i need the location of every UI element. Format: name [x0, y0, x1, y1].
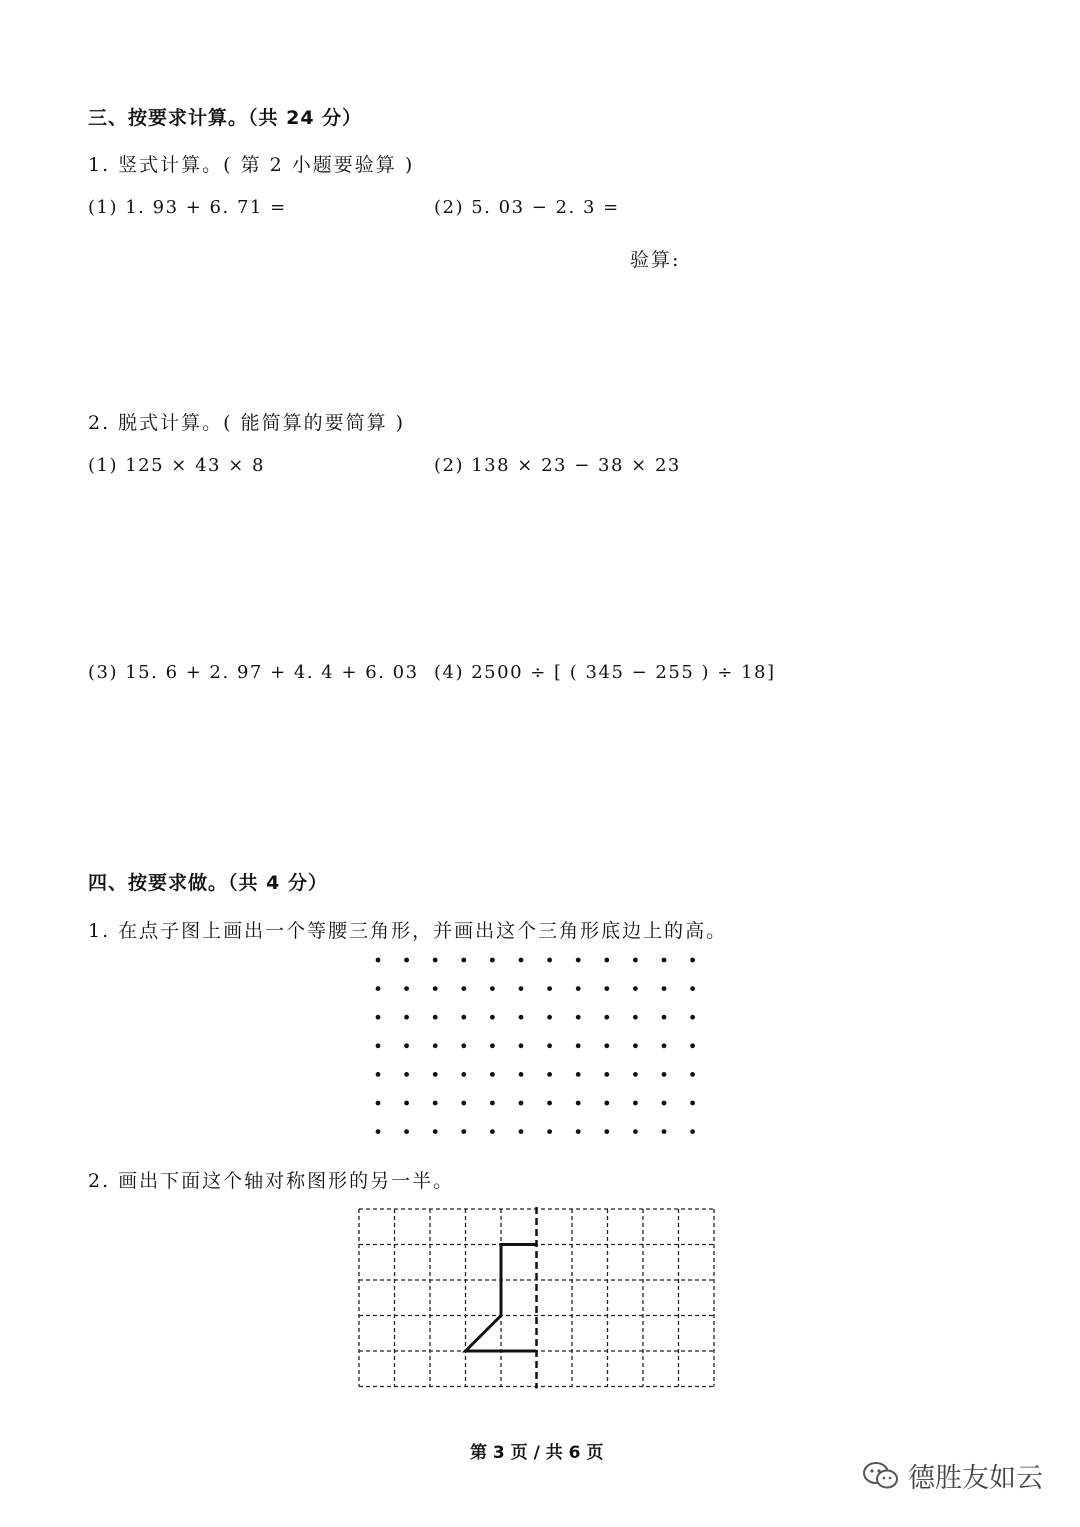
grid-dot[interactable] — [662, 958, 667, 963]
grid-dot[interactable] — [547, 1015, 552, 1020]
grid-dot[interactable] — [461, 986, 466, 991]
grid-dot[interactable] — [576, 1072, 581, 1077]
grid-dot[interactable] — [576, 986, 581, 991]
wechat-icon — [862, 1460, 900, 1492]
isosceles-question-title: 1. 在点子图上画出一个等腰三角形，并画出这个三角形底边上的高。 — [88, 920, 728, 942]
grid-dot[interactable] — [690, 1101, 695, 1106]
grid-dot[interactable] — [604, 986, 609, 991]
stepwise-calc-problem-2: (2) 138 × 23 − 38 × 23 — [434, 455, 681, 476]
grid-dot[interactable] — [433, 986, 438, 991]
question-1-title: 1. 竖式计算。( 第 2 小题要验算 ) — [88, 154, 415, 176]
grid-dot[interactable] — [690, 986, 695, 991]
grid-dot[interactable] — [519, 986, 524, 991]
grid-dot[interactable] — [576, 1043, 581, 1048]
section-4-title: 四、按要求做。（共 4 分） — [88, 872, 328, 894]
grid-dot[interactable] — [404, 986, 409, 991]
grid-dot[interactable] — [490, 958, 495, 963]
grid-dot[interactable] — [404, 1043, 409, 1048]
grid-dot[interactable] — [376, 986, 381, 991]
grid-dot[interactable] — [404, 1072, 409, 1077]
stepwise-calc-problem-4: (4) 2500 ÷ [ ( 345 − 255 ) ÷ 18] — [434, 662, 776, 683]
grid-dot[interactable] — [547, 986, 552, 991]
grid-dot[interactable] — [690, 1129, 695, 1134]
grid-dot[interactable] — [547, 1043, 552, 1048]
grid-dot[interactable] — [519, 958, 524, 963]
grid-dot[interactable] — [633, 986, 638, 991]
vertical-calc-problem-2: (2) 5. 03 − 2. 3 = — [434, 197, 620, 218]
grid-dot[interactable] — [490, 1072, 495, 1077]
grid-dot[interactable] — [690, 1015, 695, 1020]
grid-dot[interactable] — [633, 1101, 638, 1106]
grid-dot[interactable] — [404, 1129, 409, 1134]
grid-dot[interactable] — [690, 1072, 695, 1077]
grid-dot[interactable] — [633, 958, 638, 963]
grid-dot[interactable] — [433, 1015, 438, 1020]
grid-dot[interactable] — [662, 1101, 667, 1106]
grid-dot[interactable] — [604, 958, 609, 963]
grid-dot[interactable] — [490, 1015, 495, 1020]
grid-dot[interactable] — [461, 1129, 466, 1134]
grid-dot[interactable] — [547, 958, 552, 963]
grid-dot[interactable] — [433, 1043, 438, 1048]
dot-grid[interactable] — [370, 952, 710, 1142]
grid-dot[interactable] — [376, 1101, 381, 1106]
grid-dot[interactable] — [547, 1101, 552, 1106]
grid-dot[interactable] — [662, 1129, 667, 1134]
grid-dot[interactable] — [519, 1129, 524, 1134]
grid-dot[interactable] — [376, 1129, 381, 1134]
grid-dot[interactable] — [490, 1043, 495, 1048]
symmetry-question-title: 2. 画出下面这个轴对称图形的另一半。 — [88, 1170, 455, 1192]
grid-dot[interactable] — [576, 1015, 581, 1020]
grid-dot[interactable] — [547, 1129, 552, 1134]
grid-dot[interactable] — [376, 958, 381, 963]
grid-dot[interactable] — [547, 1072, 552, 1077]
check-label: 验算: — [630, 249, 681, 271]
grid-dot[interactable] — [433, 1072, 438, 1077]
section-3-title: 三、按要求计算。（共 24 分） — [88, 107, 363, 129]
grid-dot[interactable] — [604, 1129, 609, 1134]
grid-dot[interactable] — [604, 1043, 609, 1048]
grid-dot[interactable] — [633, 1015, 638, 1020]
grid-dot[interactable] — [633, 1043, 638, 1048]
grid-dot[interactable] — [662, 986, 667, 991]
grid-dot[interactable] — [404, 1101, 409, 1106]
symmetry-grid[interactable] — [355, 1205, 719, 1391]
grid-dot[interactable] — [433, 1129, 438, 1134]
grid-dot[interactable] — [519, 1043, 524, 1048]
watermark-text: 德胜友如云 — [908, 1463, 1043, 1494]
question-2-title: 2. 脱式计算。( 能简算的要简算 ) — [88, 412, 406, 434]
grid-dot[interactable] — [376, 1072, 381, 1077]
grid-dot[interactable] — [433, 1101, 438, 1106]
grid-dot[interactable] — [690, 1043, 695, 1048]
grid-dot[interactable] — [604, 1015, 609, 1020]
grid-dot[interactable] — [576, 958, 581, 963]
grid-dot[interactable] — [662, 1043, 667, 1048]
grid-dot[interactable] — [490, 1101, 495, 1106]
grid-dot[interactable] — [404, 958, 409, 963]
grid-dot[interactable] — [461, 958, 466, 963]
grid-dot[interactable] — [604, 1072, 609, 1077]
grid-dot[interactable] — [633, 1072, 638, 1077]
grid-dot[interactable] — [490, 1129, 495, 1134]
grid-dot[interactable] — [662, 1072, 667, 1077]
grid-dot[interactable] — [461, 1101, 466, 1106]
grid-dot[interactable] — [376, 1015, 381, 1020]
grid-dot[interactable] — [576, 1129, 581, 1134]
grid-dot[interactable] — [662, 1015, 667, 1020]
grid-dot[interactable] — [461, 1015, 466, 1020]
grid-dot[interactable] — [433, 958, 438, 963]
grid-dot[interactable] — [461, 1072, 466, 1077]
stepwise-calc-problem-1: (1) 125 × 43 × 8 — [88, 455, 265, 476]
page-number: 第 3 页 / 共 6 页 — [470, 1443, 604, 1463]
grid-dot[interactable] — [690, 958, 695, 963]
grid-dot[interactable] — [404, 1015, 409, 1020]
grid-dot[interactable] — [519, 1015, 524, 1020]
grid-dot[interactable] — [519, 1101, 524, 1106]
stepwise-calc-problem-3: (3) 15. 6 + 2. 97 + 4. 4 + 6. 03 — [88, 662, 419, 683]
grid-dot[interactable] — [604, 1101, 609, 1106]
grid-dot[interactable] — [633, 1129, 638, 1134]
vertical-calc-problem-1: (1) 1. 93 + 6. 71 = — [88, 197, 287, 218]
grid-dot[interactable] — [461, 1043, 466, 1048]
grid-dot[interactable] — [376, 1043, 381, 1048]
watermark — [862, 1456, 1043, 1495]
grid-dot[interactable] — [490, 986, 495, 991]
grid-dot[interactable] — [519, 1072, 524, 1077]
grid-dot[interactable] — [576, 1101, 581, 1106]
